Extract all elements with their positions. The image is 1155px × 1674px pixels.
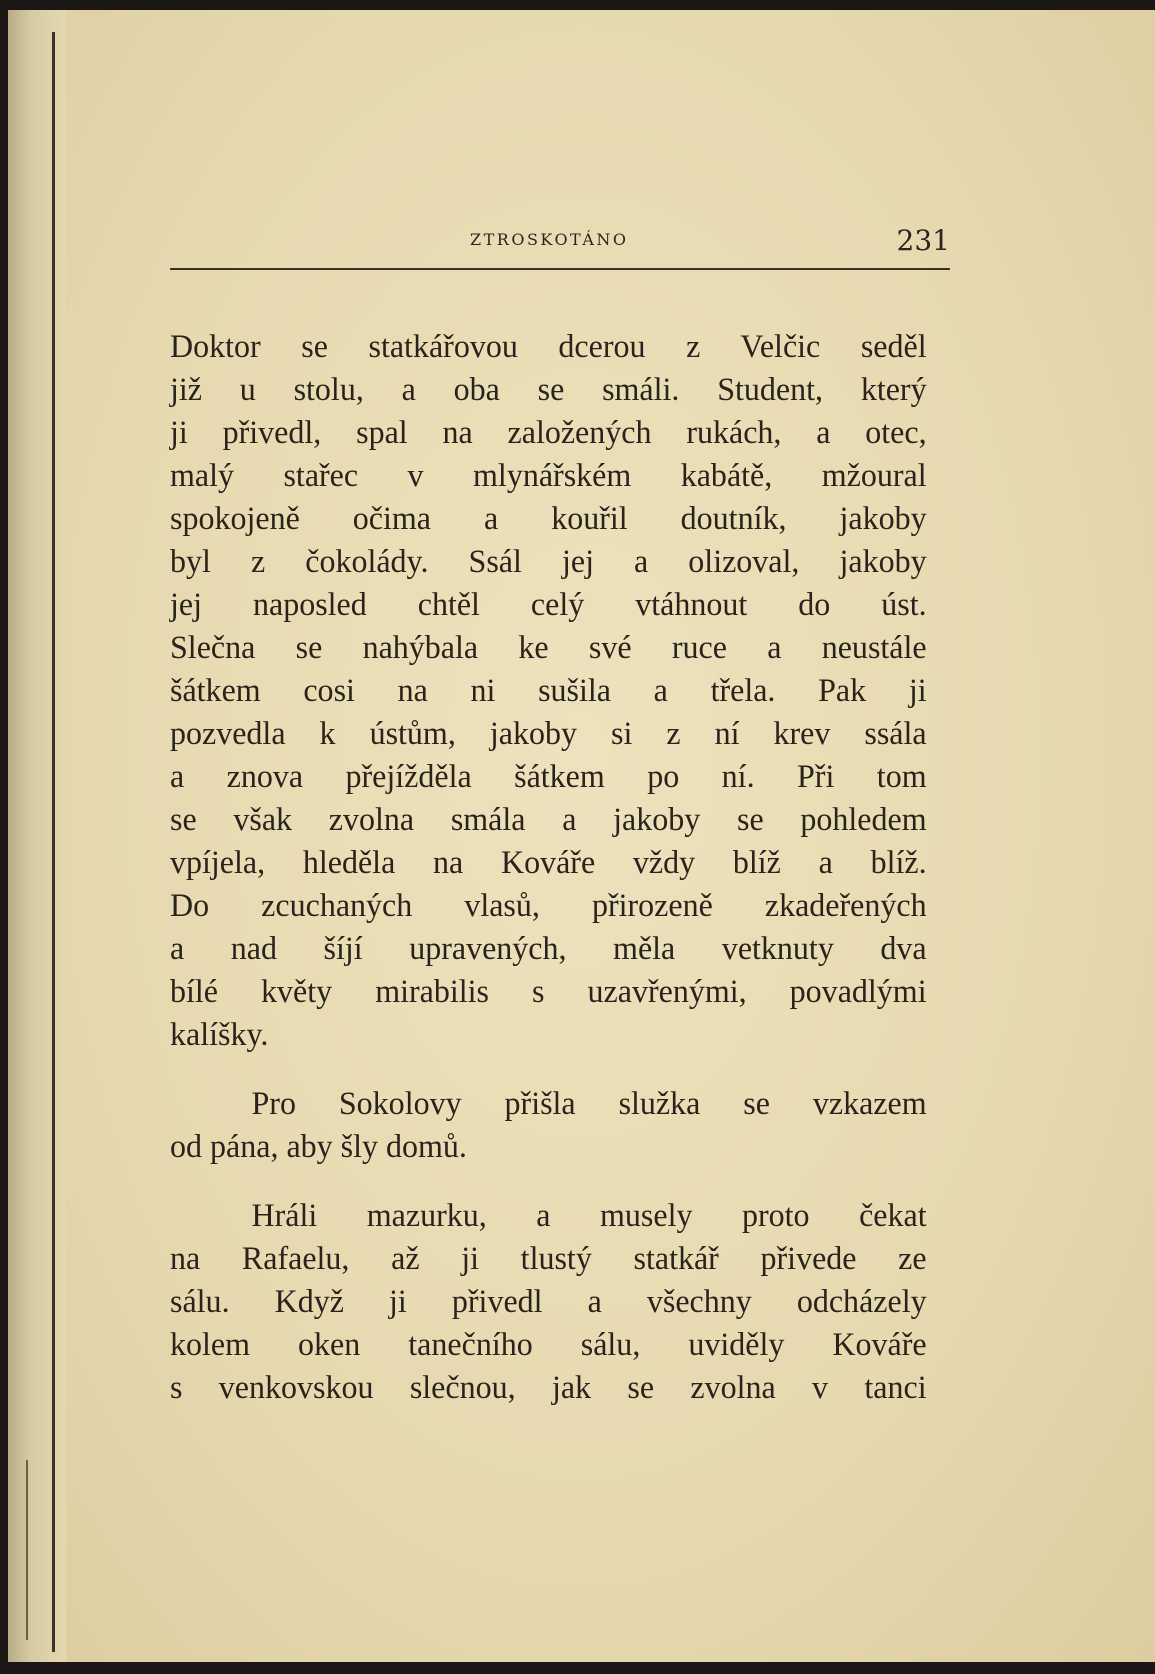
text-line: bílé květy mirabilis s uzavřenými, povadlými	[170, 974, 927, 1010]
text-line: byl z čokolády. Ssál jej a olizoval, jakoby	[170, 544, 927, 580]
text-line: a znova přejížděla šátkem po ní. Při tom	[170, 759, 927, 795]
text-line: Slečna se nahýbala ke své ruce a neustále	[170, 630, 927, 666]
text-line: kalíšky.	[170, 1017, 269, 1053]
text-line: spokojeně očima a kouřil doutník, jakoby	[170, 501, 927, 537]
paragraph	[170, 326, 950, 1057]
text-line: a nad šíjí upravených, měla vetknuty dva	[170, 931, 927, 967]
text-line: pozvedla k ústům, jakoby si z ní krev ssála	[170, 716, 927, 752]
text-line: se však zvolna smála a jakoby se pohledem	[170, 802, 927, 838]
text-line: šátkem cosi na ni sušila a třela. Pak ji	[170, 673, 927, 709]
gutter-edge-mark	[26, 1460, 28, 1640]
text-line: Pro Sokolovy přišla služka se vzkazem	[251, 1086, 927, 1122]
text-line: od pána, aby šly domů.	[170, 1129, 467, 1165]
page-number: 231	[896, 224, 950, 257]
text-line: kolem oken tanečního sálu, uviděly Kováře	[170, 1327, 927, 1363]
text-line: jej naposled chtěl celý vtáhnout do úst.	[170, 587, 927, 623]
running-head	[170, 224, 950, 260]
paragraph	[170, 1195, 950, 1410]
text-line: na Rafaelu, až ji tlustý statkář přivede ze	[170, 1241, 927, 1277]
header-rule	[170, 268, 950, 270]
page-gutter	[8, 10, 66, 1662]
gutter-edge-line	[52, 32, 55, 1652]
body-text	[170, 326, 950, 1410]
text-line: Do zcuchaných vlasů, přirozeně zkadeřených	[170, 888, 927, 924]
text-line: již u stolu, a oba se smáli. Student, který	[170, 372, 927, 408]
text-line: Hráli mazurku, a musely proto čekat	[251, 1198, 927, 1234]
text-line: sálu. Když ji přivedl a všechny odcházely	[170, 1284, 927, 1320]
text-line: ji přivedl, spal na založených rukách, a otec,	[170, 415, 927, 451]
running-title: ZTROSKOTÁNO	[470, 230, 629, 249]
text-line: vpíjela, hleděla na Kováře vždy blíž a blíž.	[170, 845, 927, 881]
text-line: Doktor se statkářovou dcerou z Velčic seděl	[170, 329, 927, 365]
paragraph	[170, 1083, 950, 1169]
text-line: s venkovskou slečnou, jak se zvolna v tanci	[170, 1370, 927, 1406]
text-line: malý stařec v mlynářském kabátě, mžoural	[170, 458, 927, 494]
